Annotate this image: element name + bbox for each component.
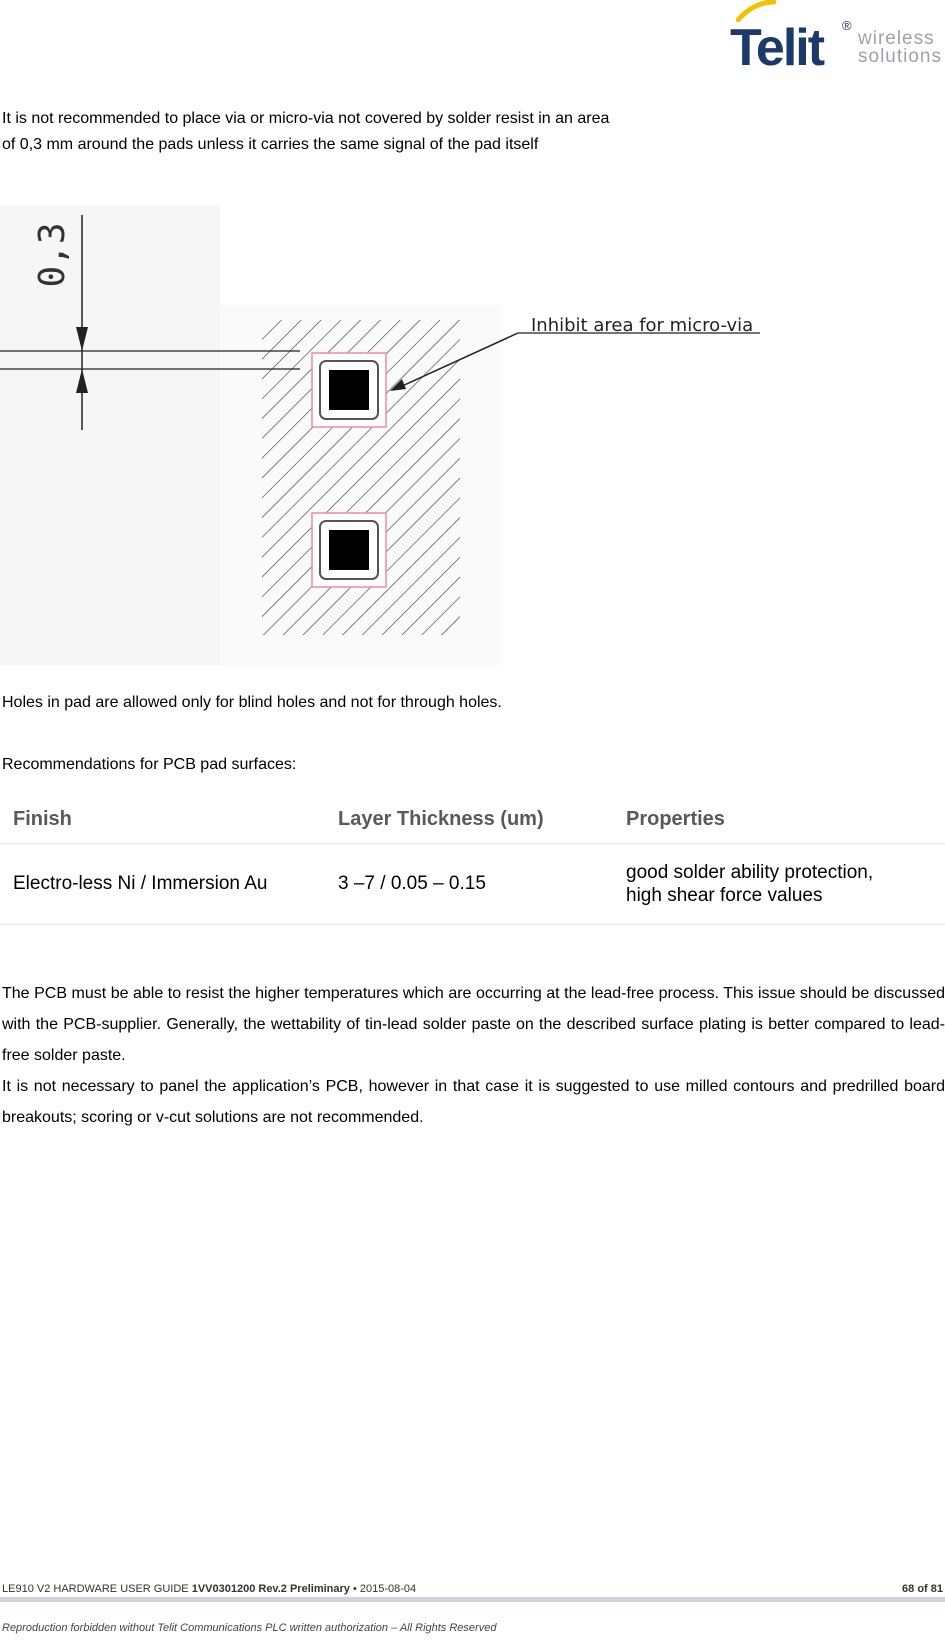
holes-note: Holes in pad are allowed only for blind holes and not for through holes. <box>2 694 502 711</box>
micro-via-inhibit-diagram <box>0 205 780 665</box>
pcb-note-2: It is not necessary to panel the application’s PCB, however in that case it is suggested to use milled contours and predrilled board breakouts; scoring or v-cut solutions are not recommended. <box>2 1078 945 1126</box>
logo-tagline <box>858 30 942 66</box>
footer-doc-title: LE910 V2 HARDWARE USER GUIDE <box>2 1583 192 1595</box>
header-finish: Finish <box>0 795 325 844</box>
intro-paragraph <box>2 106 702 158</box>
logo-wordmark: Telit <box>730 19 824 77</box>
pad <box>329 530 369 570</box>
header-properties: Properties <box>613 795 945 844</box>
pad <box>329 370 369 410</box>
logo-tagline-line2: solutions <box>858 46 942 67</box>
properties-line-2: high shear force values <box>626 885 823 906</box>
table-row <box>0 844 945 925</box>
cell-thickness: 3 –7 / 0.05 – 0.15 <box>325 844 613 925</box>
logo-tagline-line1: wireless <box>858 28 935 49</box>
footer-page-number: 68 of 81 <box>902 1583 943 1595</box>
header-thickness: Layer Thickness (um) <box>325 795 613 844</box>
footer-doc-date: 2015-08-04 <box>359 1583 417 1595</box>
footer-copyright: Reproduction forbidden without Telit Communications PLC written authorization – All Rights Reserved <box>2 1622 497 1634</box>
dimension-label: 0,3 <box>32 222 73 288</box>
footer-doc-info <box>2 1583 416 1595</box>
cell-finish: Electro-less Ni / Immersion Au <box>0 844 325 925</box>
footer-bullet: • <box>349 1583 360 1595</box>
intro-line-1: It is not recommended to place via or micro-via not covered by solder resist in an area <box>2 110 610 127</box>
logo-registered-mark: ® <box>842 18 852 33</box>
recommendations-title: Recommendations for PCB pad surfaces: <box>2 756 297 773</box>
pad-surface-table <box>0 795 945 925</box>
footer-divider <box>0 1597 945 1602</box>
intro-line-2: of 0,3 mm around the pads unless it carries the same signal of the pad itself <box>2 136 539 153</box>
pcb-notes <box>2 978 945 1133</box>
cell-properties <box>613 844 945 925</box>
callout-label: Inhibit area for micro-via <box>531 315 754 336</box>
pcb-note-1: The PCB must be able to resist the higher temperatures which are occurring at the lead-free process. This issue should be discussed with the PCB-supplier. Generally, the wettability of tin-lead solder paste on the described surface plating is better compared to lead-free solder paste. <box>2 985 945 1064</box>
properties-line-1: good solder ability protection, <box>626 862 874 883</box>
table-header-row <box>0 795 945 844</box>
footer-doc-id: 1VV0301200 Rev.2 Preliminary <box>191 1583 350 1595</box>
telit-logo <box>720 0 945 80</box>
